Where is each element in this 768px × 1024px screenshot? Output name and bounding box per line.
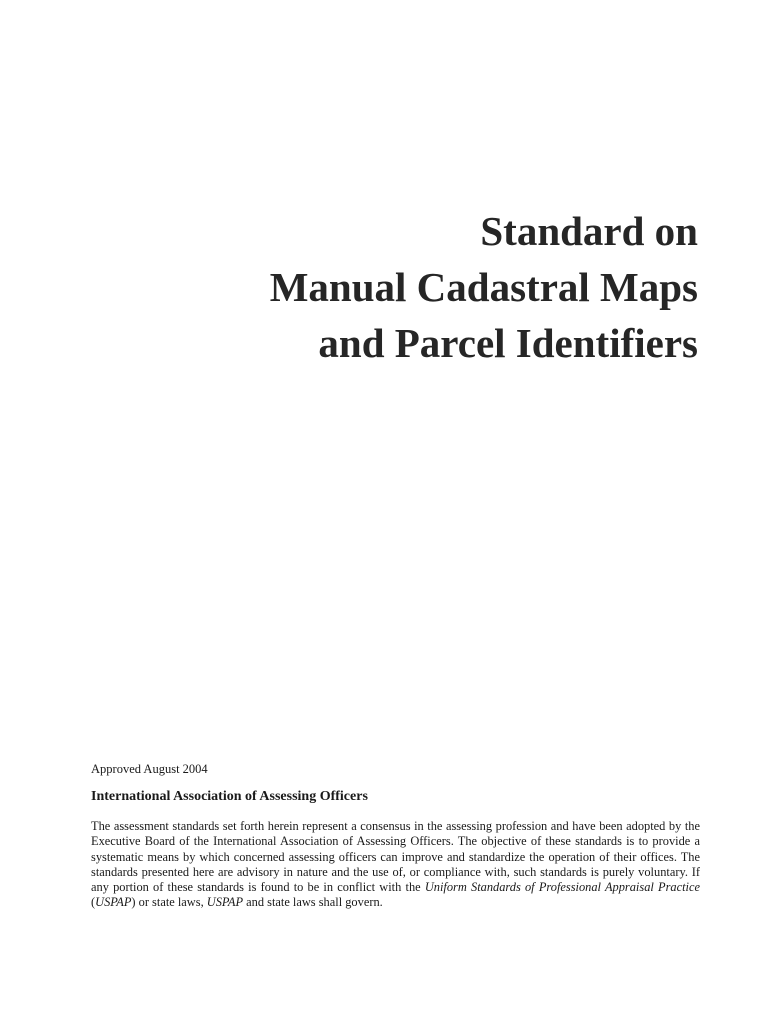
disclaimer-text-3: ) or state laws, <box>131 895 207 910</box>
uspap-abbreviation-2: USPAP <box>206 895 244 910</box>
disclaimer-paragraph <box>91 819 700 911</box>
disclaimer-text-1: The assessment standards set forth herein represent a consensus in the assessing profession and have been adopted by the Executive Board of the International Association of Assessing Officers. The objective of these standards is to provide a systematic means by which concerned assessing officers can improve and standardize the operation of their offices. The standards presented here are advisory in nature and the use of, or compliance with, such standards is purely voluntary. If any portion of these standards is found to be in conflict with the <box>91 819 700 895</box>
document-title <box>270 203 698 371</box>
title-line-3: and Parcel Identifiers <box>318 320 698 366</box>
organization-name: International Association of Assessing Officers <box>91 789 368 804</box>
disclaimer-text-4: and state laws shall govern. <box>243 895 383 910</box>
disclaimer-text-2: ( <box>91 895 96 910</box>
approval-date: Approved August 2004 <box>91 762 208 776</box>
title-line-1: Standard on <box>480 208 698 254</box>
title-line-2: Manual Cadastral Maps <box>269 264 698 310</box>
uspap-abbreviation: USPAP <box>95 895 132 910</box>
uspap-full-title: Uniform Standards of Professional Appraisal Practice <box>424 880 700 895</box>
